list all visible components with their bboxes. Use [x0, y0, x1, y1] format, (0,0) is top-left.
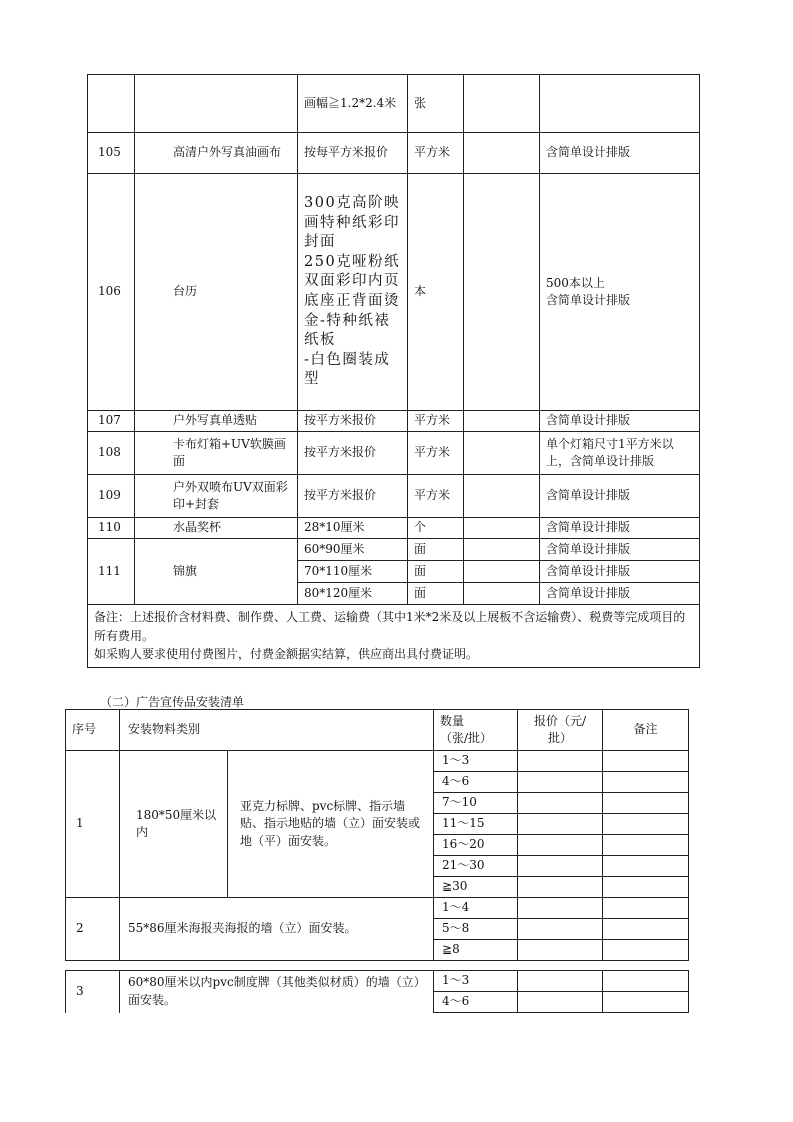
- qty-cell: 7～10: [434, 793, 518, 814]
- quote-table: [87, 74, 700, 668]
- qty-cell: 16～20: [434, 835, 518, 856]
- note-cell: 500本以上 含简单设计排版: [540, 174, 700, 411]
- price-input[interactable]: [518, 971, 603, 992]
- price-input[interactable]: [518, 835, 603, 856]
- spec-cell: 按平方米报价: [298, 411, 408, 432]
- item-name: 户外双喷布UV双面彩印+封套: [135, 475, 298, 518]
- unit-cell: 平方米: [408, 475, 464, 518]
- qty-cell: ≧8: [434, 940, 518, 961]
- unit-cell: 平方米: [408, 133, 464, 174]
- table-row: [88, 432, 700, 475]
- note-cell: 含简单设计排版: [540, 133, 700, 174]
- item-name: 台历: [135, 174, 298, 411]
- qty-cell: 1～3: [434, 751, 518, 772]
- note-cell: 含简单设计排版: [540, 561, 700, 583]
- note-cell: 含简单设计排版: [540, 475, 700, 518]
- row-number: 108: [88, 432, 135, 475]
- note-cell: 含简单设计排版: [540, 583, 700, 605]
- unit-cell: 张: [408, 75, 464, 133]
- unit-cell: 面: [408, 583, 464, 605]
- spec-cell: 70*110厘米: [298, 561, 408, 583]
- header-category: 安装物料类别: [120, 710, 434, 751]
- spec-cell: 按每平方米报价: [298, 133, 408, 174]
- size-cell: 180*50厘米以内: [120, 751, 228, 898]
- table-row: [66, 971, 689, 992]
- price-input[interactable]: [518, 856, 603, 877]
- desc-cell: 55*86厘米海报夹海报的墙（立）面安装。: [120, 898, 434, 961]
- qty-cell: 21～30: [434, 856, 518, 877]
- spec-cell: 28*10厘米: [298, 518, 408, 539]
- header-price: 报价（元/ 批）: [518, 710, 603, 751]
- remark-text: 备注：上述报价含材料费、制作费、人工费、运输费（其中1米*2米及以上展板不含运输费）、税费等完成项目的所有费用。 如采购人要求使用付费图片，付费金额据实结算，供应商出具付费证明。: [88, 605, 700, 668]
- table-row: [88, 174, 700, 411]
- table-row: [88, 475, 700, 518]
- table-row: [88, 75, 700, 133]
- desc-cell: 亚克力标牌、pvc标牌、指示墙贴、指示地贴的墙（立）面安装或地（平）面安装。: [228, 751, 434, 898]
- install-table: [65, 709, 689, 961]
- price-input[interactable]: [518, 992, 603, 1013]
- unit-cell: 个: [408, 518, 464, 539]
- table-row: [88, 605, 700, 668]
- header-qty: 数量 （张/批）: [434, 710, 518, 751]
- unit-cell: 本: [408, 174, 464, 411]
- row-number: 106: [88, 174, 135, 411]
- table-row: [66, 898, 689, 919]
- row-number: 111: [88, 539, 135, 605]
- price-input[interactable]: [518, 898, 603, 919]
- note-cell: 含简单设计排版: [540, 518, 700, 539]
- item-name: 户外写真单透贴: [135, 411, 298, 432]
- qty-cell: 4～6: [434, 772, 518, 793]
- spec-cell: 80*120厘米: [298, 583, 408, 605]
- item-name: 水晶奖杯: [135, 518, 298, 539]
- row-number: 110: [88, 518, 135, 539]
- price-input[interactable]: [518, 772, 603, 793]
- price-input[interactable]: [518, 751, 603, 772]
- unit-cell: 面: [408, 561, 464, 583]
- price-input[interactable]: [518, 814, 603, 835]
- row-number: 109: [88, 475, 135, 518]
- spec-cell: 按平方米报价: [298, 475, 408, 518]
- row-number: 105: [88, 133, 135, 174]
- qty-cell: ≧30: [434, 877, 518, 898]
- qty-cell: 11～15: [434, 814, 518, 835]
- table-row: [88, 539, 700, 561]
- qty-cell: 1～4: [434, 898, 518, 919]
- install-table-continued: [65, 970, 689, 1013]
- row-number: 2: [66, 898, 120, 961]
- item-name: 高清户外写真油画布: [135, 133, 298, 174]
- table-row: [66, 751, 689, 772]
- row-number: 3: [66, 971, 120, 1013]
- item-name: 卡布灯箱+UV软膜画面: [135, 432, 298, 475]
- row-number: 107: [88, 411, 135, 432]
- qty-cell: 4～6: [434, 992, 518, 1013]
- price-input[interactable]: [518, 877, 603, 898]
- note-cell: 单个灯箱尺寸1平方米以上，含简单设计排版: [540, 432, 700, 475]
- desc-cell: 60*80厘米以内pvc制度牌（其他类似材质）的墙（立）面安装。: [120, 971, 434, 1013]
- item-name: 锦旗: [135, 539, 298, 605]
- price-input[interactable]: [518, 940, 603, 961]
- table-header: [66, 710, 689, 751]
- spec-cell: 按平方米报价: [298, 432, 408, 475]
- unit-cell: 面: [408, 539, 464, 561]
- section-title: （二）广告宣传品安装清单: [100, 695, 245, 709]
- qty-cell: 5～8: [434, 919, 518, 940]
- spec-cell: 60*90厘米: [298, 539, 408, 561]
- unit-cell: 平方米: [408, 411, 464, 432]
- table-row: [88, 411, 700, 432]
- table-row: [88, 133, 700, 174]
- header-no: 序号: [66, 710, 120, 751]
- table-row: [88, 518, 700, 539]
- price-input[interactable]: [518, 793, 603, 814]
- spec-cell: 画幅≧1.2*2.4米: [298, 75, 408, 133]
- price-input[interactable]: [518, 919, 603, 940]
- row-number: 1: [66, 751, 120, 898]
- header-note: 备注: [603, 710, 689, 751]
- spec-cell: 300克高阶映画特种纸彩印封面 250克哑粉纸双面彩印内页 底座正背面烫金-特种纸裱纸板 -白色圈装成型: [298, 174, 408, 411]
- note-cell: 含简单设计排版: [540, 411, 700, 432]
- unit-cell: 平方米: [408, 432, 464, 475]
- qty-cell: 1～3: [434, 971, 518, 992]
- note-cell: 含简单设计排版: [540, 539, 700, 561]
